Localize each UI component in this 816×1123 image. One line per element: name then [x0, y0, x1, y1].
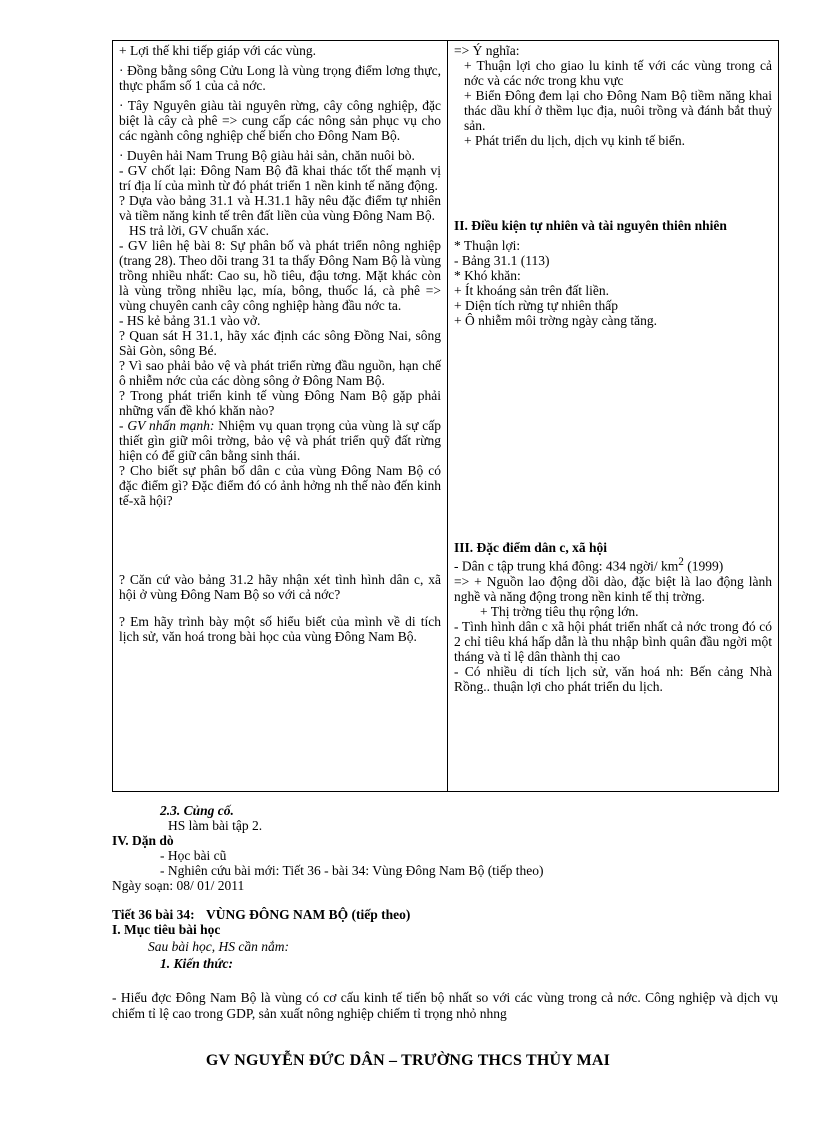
paragraph-text: + Diện tích rừng tự nhiên thấp [454, 298, 618, 313]
paragraph-tail: (1999) [683, 558, 724, 574]
objectives-title: I. Mục tiêu bài học [112, 922, 221, 937]
paragraph-text: · Tây Nguyên giàu tài nguyên rừng, cây công nghiệp, đặc biệt là cây cà phê => cung cấp các nông sản phục vụ cho các ngành công nghiệp chế biến cho Đông Nam Bộ. [119, 98, 441, 143]
paragraph-text: - Có nhiều di tích lịch sử, văn hoá nh: Bến cảng Nhà Rồng.. thuận lợi cho phát triển du lịch. [454, 663, 772, 694]
content-paragraph [454, 540, 772, 555]
teacher-paragraph [119, 193, 441, 223]
teacher-paragraph [119, 223, 441, 238]
paragraph-text: + Lợi thế khi tiếp giáp với các vùng. [119, 43, 316, 58]
paragraph-text: ? Em hãy trình bày một số hiểu biết của mình về di tích lịch sử, văn hoá trong bài học của vùng Đông Nam Bộ. [119, 614, 441, 644]
teacher-paragraph [119, 418, 441, 463]
content-paragraph [454, 619, 772, 664]
paragraph-text: · Duyên hải Nam Trung Bộ giàu hải sản, chăn nuôi bò. [119, 148, 415, 163]
paragraph-text: Nhiệm vụ quan trọng của vùng là sự cấp thiết gìn giữ môi trờng, bảo vệ và phát triển quỹ đất rừng hiện có để giữ cân bằng sinh thái. [119, 418, 442, 463]
content-paragraph [454, 298, 772, 313]
paragraph-text: ? Trong phát triển kinh tế vùng Đông Nam Bộ gặp phải những vấn đề khó khăn nào? [119, 388, 441, 418]
paragraph-text: III. Đặc điểm dân c, xã hội [454, 540, 608, 555]
paragraph-text: => + Nguồn lao động dồi dào, đặc biệt là lao động lành nghề và năng động trong nền kinh tế thị trờng. [454, 573, 772, 604]
teacher-paragraph [119, 328, 441, 358]
date-line: Ngày soạn: 08/ 01/ 2011 [112, 878, 245, 893]
paragraph-text: - GV liên hệ bài 8: Sự phân bố và phát triển nông nghiệp (trang 28). Theo dõi trang 31 ta thấy Đông Nam Bộ là vùng trồng nhiều nhất: Cao su, hồ tiêu, đậu tơng. Mặt khác còn là vùng trồng nhiều lạc, mía, bông, thuốc lá, cà phê => vùng chuyên canh cây công nghiệp hàng đầu nớc ta. [119, 238, 441, 313]
emphasis-label: - GV nhấn mạnh: [119, 418, 215, 433]
homework-item: - Học bài cũ [160, 848, 227, 863]
teacher-paragraph [119, 63, 441, 93]
paragraph-text: II. Điều kiện tự nhiên và tài nguyên thiên nhiên [454, 218, 727, 233]
lesson-suffix: (tiếp theo) [351, 907, 411, 922]
content-paragraph [454, 88, 772, 133]
homework-item: - Nghiên cứu bài mới: Tiết 36 - bài 34: Vùng Đông Nam Bộ (tiếp theo) [160, 863, 544, 878]
paragraph-text: * Khó khăn: [454, 268, 521, 283]
knowledge-title: 1. Kiến thức: [160, 956, 233, 971]
paragraph-text: + Biển Đông đem lại cho Đông Nam Bộ tiềm năng khai thác dầu khí ở thềm lục địa, nuôi trồng và đánh bắt thuỷ sản. [464, 88, 772, 133]
paragraph-text: + Phát triển du lịch, dịch vụ kinh tế biển. [464, 133, 685, 148]
knowledge-paragraph: - Hiểu đợc Đông Nam Bộ là vùng có cơ cấu kinh tế tiến bộ nhất so với các vùng trong cả nớc. Công nghiệp và dịch vụ chiếm tỉ lệ cao trong GDP, sản xuất nông nghiệp chiếm tỉ trọng nhỏ nhng [112, 990, 778, 1021]
teacher-paragraph [119, 614, 441, 644]
consolidation-title: 2.3. Củng cố. [160, 803, 234, 818]
paragraph-text: - GV chốt lại: Đông Nam Bộ đã khai thác tốt thế mạnh vị trí địa lí của mình từ đó phát triển 1 nền kinh tế năng động. [119, 163, 441, 193]
teacher-paragraph [119, 358, 441, 388]
content-paragraph [454, 58, 772, 88]
paragraph-text: ? Vì sao phải bảo vệ và phát triển rừng đầu nguồn, hạn chế ô nhiễm nớc của các dòng sông ở Đông Nam Bộ. [119, 358, 441, 388]
paragraph-text: + Thị trờng tiêu thụ rộng lớn. [480, 603, 639, 619]
left-column-content [119, 43, 441, 644]
teacher-paragraph [119, 43, 441, 58]
lesson-heading [112, 907, 778, 922]
content-paragraph [454, 218, 772, 233]
teacher-paragraph [119, 163, 441, 193]
paragraph-text: HS trả lời, GV chuẩn xác. [129, 223, 269, 238]
teacher-paragraph [119, 313, 441, 328]
teacher-paragraph [119, 463, 441, 508]
content-paragraph [454, 253, 772, 268]
paragraph-text: - Tình hình dân c xã hội phát triển nhất cả nớc trong đó có 2 chỉ tiêu khá hấp dẫn là thu nhập bình quân đầu ngời một tháng và tỉ lệ dân thành thị cao [454, 618, 772, 664]
content-paragraph [454, 313, 772, 328]
paragraph-text: + Thuận lợi cho giao lu kinh tế với các vùng trong cả nớc và các nớc trong khu vực [464, 58, 772, 88]
paragraph-text: + Ít khoáng sản trên đất liền. [454, 283, 609, 298]
lesson-prefix: Tiết 36 bài 34: [112, 907, 195, 922]
paragraph-text: ? Quan sát H 31.1, hãy xác định các sông Đồng Nai, sông Sài Gòn, sông Bé. [119, 328, 441, 358]
lesson-title: VÙNG ĐÔNG NAM BỘ [206, 907, 349, 922]
teacher-paragraph [119, 98, 441, 143]
teacher-paragraph [119, 388, 441, 418]
objectives-intro: Sau bài học, HS cần nắm: [148, 939, 289, 954]
page-footer: GV NGUYỄN ĐỨC DÂN – TRƯỜNG THCS THỦY MAI [205, 1052, 611, 1069]
content-paragraph [454, 555, 772, 574]
lesson-content-column [448, 41, 779, 792]
teacher-paragraph [119, 148, 441, 163]
paragraph-text: - Dân c tập trung khá đông: 434 ngời/ km [454, 558, 679, 574]
lesson-closing [112, 803, 778, 971]
paragraph-text: ? Cho biết sự phân bố dân c của vùng Đông Nam Bộ có đặc điểm gì? Đặc điểm đó có ảnh hởng nh thế nào đến kinh tế-xã hội? [119, 463, 441, 508]
content-paragraph [454, 283, 772, 298]
content-paragraph [454, 604, 772, 619]
paragraph-text: - HS kẻ bảng 31.1 vào vở. [119, 313, 261, 328]
teacher-activities-column [113, 41, 448, 792]
teacher-paragraph [119, 238, 441, 313]
content-paragraph [454, 664, 772, 694]
paragraph-text: - Bảng 31.1 (113) [454, 253, 550, 268]
paragraph-text: => Ý nghĩa: [454, 43, 520, 58]
content-paragraph [454, 133, 772, 148]
superscript: 2 [678, 556, 684, 568]
content-paragraph [454, 268, 772, 283]
content-paragraph [454, 43, 772, 58]
paragraph-text: + Ô nhiễm môi trờng ngày càng tăng. [454, 313, 657, 328]
teacher-paragraph [119, 572, 441, 602]
right-column-content [454, 43, 772, 694]
paragraph-text: ? Căn cứ vào bảng 31.2 hãy nhận xét tình hình dân c, xã hội ở vùng Đông Nam Bộ so với cả nớc? [119, 572, 441, 602]
homework-title: IV. Dặn dò [112, 833, 174, 848]
content-paragraph [454, 238, 772, 253]
paragraph-text: · Đồng bằng sông Cửu Long là vùng trọng điểm lơng thực, thực phẩm số 1 của cả nớc. [119, 63, 441, 93]
content-paragraph [454, 574, 772, 604]
lesson-table [112, 40, 779, 792]
paragraph-text: ? Dựa vào bảng 31.1 và H.31.1 hãy nêu đặc điểm tự nhiên và tiềm năng kinh tế trên đất liền của vùng Đông Nam Bộ. [119, 193, 441, 223]
paragraph-text: * Thuận lợi: [454, 238, 521, 253]
consolidation-text: HS làm bài tập 2. [168, 818, 263, 833]
